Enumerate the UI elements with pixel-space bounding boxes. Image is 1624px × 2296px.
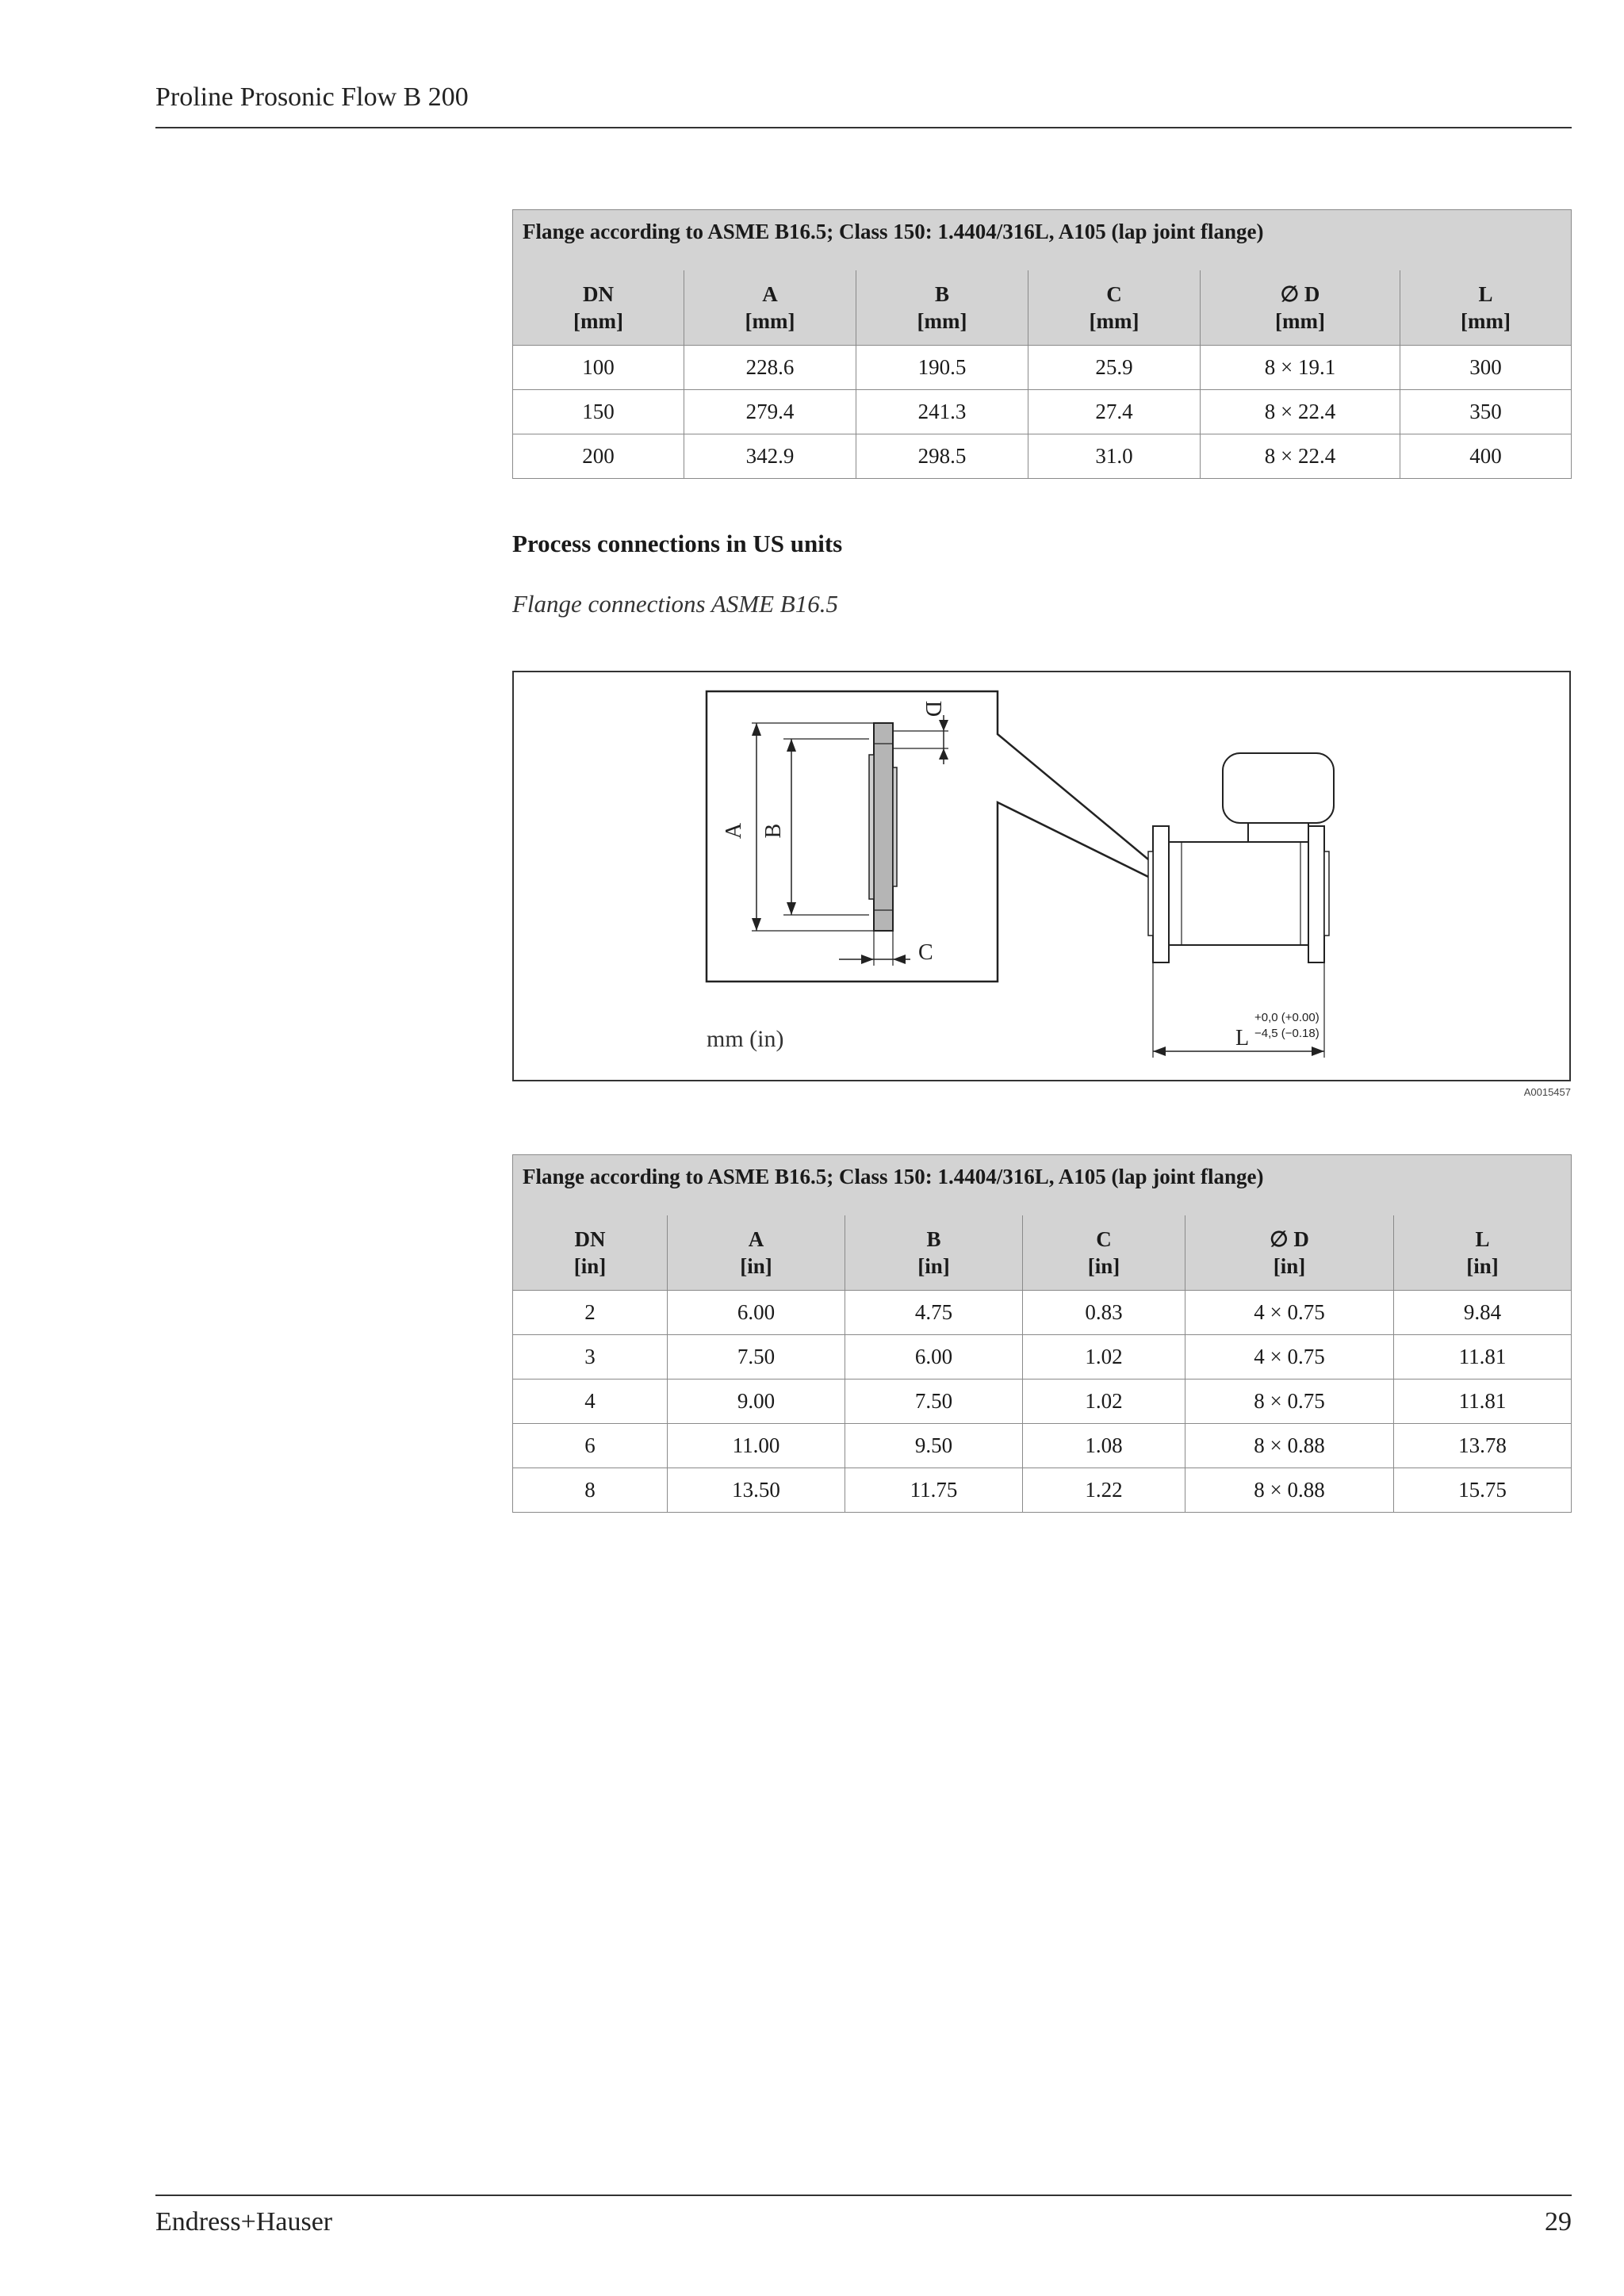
table-cell: 2 (513, 1291, 668, 1335)
column-header-label: B (926, 1227, 941, 1251)
header-rule (155, 127, 1572, 128)
table-row (513, 434, 1572, 479)
table-cell: 13.50 (668, 1468, 845, 1513)
table-cell: 7.50 (845, 1380, 1023, 1424)
label-c: C (918, 940, 933, 965)
table-cell: 6 (513, 1424, 668, 1468)
table-cell: 150 (513, 390, 684, 434)
label-b: B (761, 823, 786, 839)
table-cell: 0.83 (1023, 1291, 1185, 1335)
table-cell: 15.75 (1394, 1468, 1572, 1513)
table-cell: 4.75 (845, 1291, 1023, 1335)
table-cell: 1.08 (1023, 1424, 1185, 1468)
table-title-row (513, 1155, 1572, 1216)
column-header-unit: [in] (740, 1254, 772, 1278)
column-header-label: A (762, 282, 778, 306)
page-number: 29 (1545, 2207, 1572, 2237)
table-cell: 6.00 (668, 1291, 845, 1335)
table-header-row (513, 1215, 1572, 1291)
table-body (513, 210, 1572, 479)
table-row (513, 1424, 1572, 1468)
column-header (513, 270, 684, 346)
unit-note: mm (in) (707, 1026, 784, 1052)
table-title: Flange according to ASME B16.5; Class 150: 1.4404/316L, A105 (lap joint flange) (513, 1155, 1572, 1216)
column-header (1023, 1215, 1185, 1291)
flange-stub (869, 755, 874, 899)
column-header-label: ∅ D (1280, 282, 1320, 306)
table-cell: 1.02 (1023, 1380, 1185, 1424)
label-a: A (722, 822, 746, 840)
column-header (513, 1215, 668, 1291)
table-cell: 11.75 (845, 1468, 1023, 1513)
column-header-label: ∅ D (1270, 1227, 1309, 1251)
left-flange (1153, 826, 1169, 962)
flange-section (874, 723, 893, 931)
table-cell: 8 × 0.75 (1185, 1380, 1394, 1424)
table-row (513, 1380, 1572, 1424)
table-row (513, 1335, 1572, 1380)
tolerance-upper: +0,0 (+0.00) (1254, 1011, 1320, 1024)
table-row (513, 1468, 1572, 1513)
column-header-unit: [mm] (1275, 309, 1325, 333)
column-header-unit: [mm] (573, 309, 623, 333)
column-header-label: A (748, 1227, 764, 1251)
table-cell: 27.4 (1028, 390, 1201, 434)
column-header-unit: [in] (1087, 1254, 1120, 1278)
column-header-label: L (1475, 1227, 1490, 1251)
flange-dimension-drawing (512, 671, 1571, 1081)
table-cell: 400 (1400, 434, 1572, 479)
column-header-unit: [in] (573, 1254, 607, 1278)
column-header (1201, 270, 1400, 346)
table-cell: 8 × 19.1 (1201, 346, 1400, 390)
table-body (513, 1155, 1572, 1513)
table-cell: 25.9 (1028, 346, 1201, 390)
figure-id: A0015457 (1523, 1086, 1571, 1098)
column-header-label: DN (574, 1227, 606, 1251)
column-header-label: DN (583, 282, 614, 306)
column-header-label: C (1106, 282, 1122, 306)
table-cell: 11.81 (1394, 1380, 1572, 1424)
page-header-title: Proline Prosonic Flow B 200 (155, 82, 469, 112)
table-cell: 8 (513, 1468, 668, 1513)
sensor-tube (1169, 842, 1308, 945)
table-title-row (513, 210, 1572, 271)
column-header-label: L (1478, 282, 1493, 306)
column-header (668, 1215, 845, 1291)
table-cell: 9.84 (1394, 1291, 1572, 1335)
table-cell: 11.81 (1394, 1335, 1572, 1380)
table-cell: 8 × 0.88 (1185, 1424, 1394, 1468)
table-cell: 190.5 (856, 346, 1028, 390)
table-header-row (513, 270, 1572, 346)
table-cell: 3 (513, 1335, 668, 1380)
table-cell: 1.02 (1023, 1335, 1185, 1380)
table-cell: 6.00 (845, 1335, 1023, 1380)
table-cell: 298.5 (856, 434, 1028, 479)
column-header (1185, 1215, 1394, 1291)
column-header-unit: [mm] (917, 309, 967, 333)
label-l: L (1235, 1026, 1250, 1050)
label-d: D (921, 700, 945, 718)
table-cell: 200 (513, 434, 684, 479)
footer-rule (155, 2195, 1572, 2196)
footer-brand: Endress+Hauser (155, 2207, 333, 2237)
column-header (856, 270, 1028, 346)
column-header-label: C (1096, 1227, 1112, 1251)
table-title: Flange according to ASME B16.5; Class 150: 1.4404/316L, A105 (lap joint flange) (513, 210, 1572, 271)
table-cell: 8 × 0.88 (1185, 1468, 1394, 1513)
column-header-unit: [mm] (745, 309, 795, 333)
section-heading: Process connections in US units (512, 530, 843, 557)
column-header-label: B (934, 282, 949, 306)
drawing-svg (514, 672, 1572, 1083)
table-cell: 241.3 (856, 390, 1028, 434)
column-header-unit: [in] (917, 1254, 950, 1278)
table-cell: 300 (1400, 346, 1572, 390)
table-cell: 4 × 0.75 (1185, 1291, 1394, 1335)
column-header-unit: [mm] (1089, 309, 1139, 333)
table-cell: 31.0 (1028, 434, 1201, 479)
tolerance-lower: −4,5 (−0.18) (1254, 1027, 1320, 1040)
table-cell: 1.22 (1023, 1468, 1185, 1513)
table-cell: 13.78 (1394, 1424, 1572, 1468)
table-cell: 8 × 22.4 (1201, 390, 1400, 434)
transmitter-housing (1223, 753, 1334, 823)
table-cell: 279.4 (684, 390, 856, 434)
column-header (1028, 270, 1201, 346)
table-cell: 9.50 (845, 1424, 1023, 1468)
table-cell: 342.9 (684, 434, 856, 479)
flange-face (893, 767, 897, 886)
flange-table-metric (512, 209, 1572, 479)
flange-table-imperial (512, 1154, 1572, 1513)
table-cell: 350 (1400, 390, 1572, 434)
column-header-unit: [in] (1466, 1254, 1499, 1278)
table-cell: 4 × 0.75 (1185, 1335, 1394, 1380)
column-header (1394, 1215, 1572, 1291)
column-header-unit: [mm] (1461, 309, 1511, 333)
table-row (513, 1291, 1572, 1335)
table-cell: 100 (513, 346, 684, 390)
column-header (684, 270, 856, 346)
column-header-unit: [in] (1273, 1254, 1306, 1278)
column-header (845, 1215, 1023, 1291)
section-subheading: Flange connections ASME B16.5 (512, 590, 838, 618)
column-header (1400, 270, 1572, 346)
table-row (513, 390, 1572, 434)
right-flange (1308, 826, 1324, 962)
table-cell: 9.00 (668, 1380, 845, 1424)
table-cell: 228.6 (684, 346, 856, 390)
table-cell: 11.00 (668, 1424, 845, 1468)
table-cell: 4 (513, 1380, 668, 1424)
table-cell: 7.50 (668, 1335, 845, 1380)
table-cell: 8 × 22.4 (1201, 434, 1400, 479)
table-row (513, 346, 1572, 390)
